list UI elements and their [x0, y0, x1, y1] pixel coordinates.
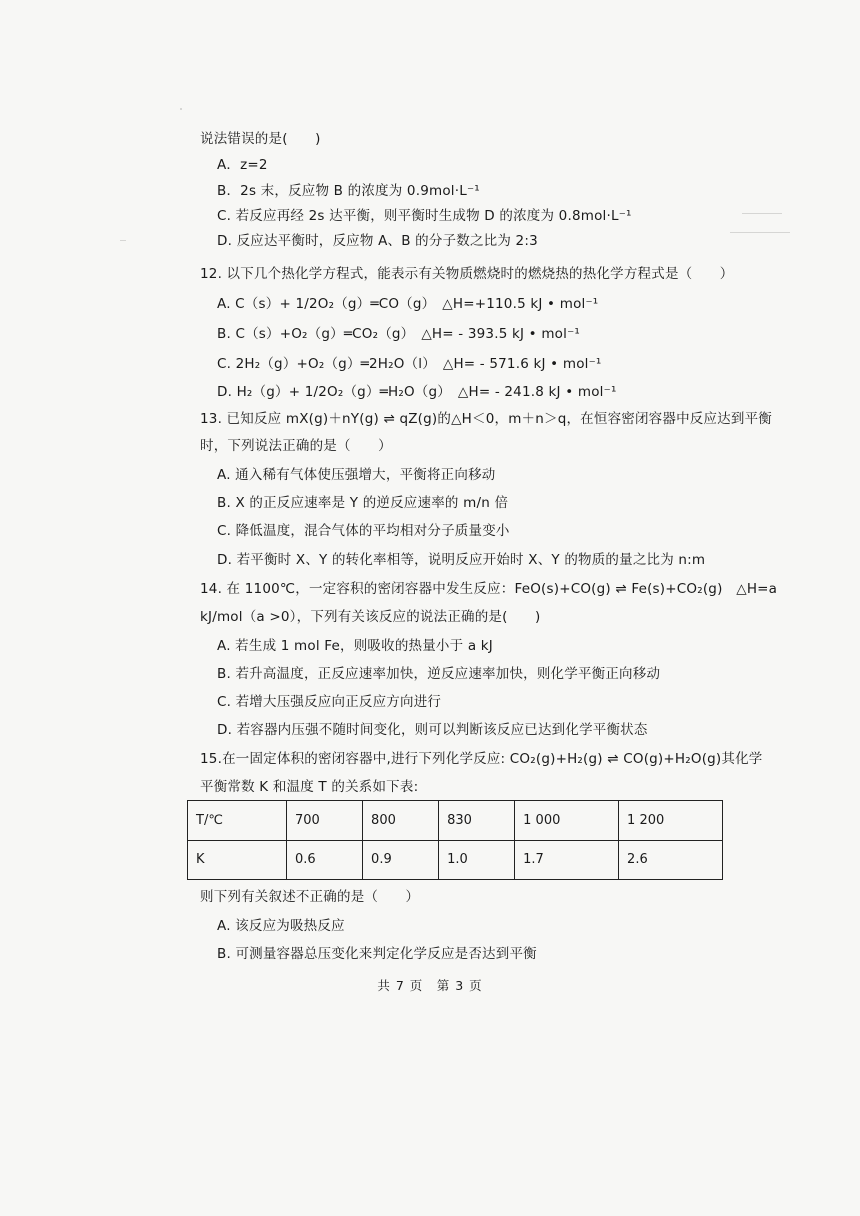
table-cell: 1.0 [439, 840, 515, 880]
scan-speck [120, 240, 126, 241]
table-cell: 1 000 [515, 801, 619, 841]
scan-speck [180, 108, 182, 110]
q12-option-d: D. H₂（g）+ 1/2O₂（g）═H₂O（g） △H= - 241.8 kJ • mol⁻¹ [217, 384, 617, 400]
q14-option-c: C. 若增大压强反应向正反应方向进行 [217, 694, 442, 710]
question-14-stem-line2: kJ/mol（a >0），下列有关该反应的说法正确的是( ) [200, 609, 541, 625]
table-header-k: K [188, 840, 287, 880]
q15-option-a: A. 该反应为吸热反应 [217, 918, 345, 934]
table-cell: 700 [287, 801, 363, 841]
q13-option-a: A. 通入稀有气体使压强增大，平衡将正向移动 [217, 467, 496, 483]
table-cell: 800 [363, 801, 439, 841]
q14-option-d: D. 若容器内压强不随时间变化，则可以判断该反应已达到化学平衡状态 [217, 722, 648, 738]
table-row-k [188, 840, 723, 880]
question-12-stem: 12. 以下几个热化学方程式，能表示有关物质燃烧时的燃烧热的热化学方程式是（ ） [200, 266, 734, 282]
table-row-temperature [188, 801, 723, 841]
scan-speck [730, 232, 790, 233]
question-15-after-table: 则下列有关叙述不正确的是（ ） [200, 889, 420, 905]
question-15-stem-line2: 平衡常数 K 和温度 T 的关系如下表: [200, 779, 419, 795]
question-15-stem-line1: 15.在一固定体积的密闭容器中,进行下列化学反应: CO₂(g)+H₂(g) ⇌ CO(g)+H₂O(g)其化学 [200, 751, 763, 767]
table-cell: 830 [439, 801, 515, 841]
q11-option-a: A．z=2 [217, 157, 268, 173]
q15-option-b: B. 可测量容器总压变化来判定化学反应是否达到平衡 [217, 946, 537, 962]
q13-option-c: C. 降低温度，混合气体的平均相对分子质量变小 [217, 523, 510, 539]
table-cell: 2.6 [619, 840, 723, 880]
equilibrium-constant-table [187, 800, 723, 880]
page-footer: 共 7 页 第 3 页 [377, 978, 483, 993]
table-cell: 1 200 [619, 801, 723, 841]
table-header-temperature: T/℃ [188, 801, 287, 841]
question-14-stem-line1: 14. 在 1100℃，一定容积的密闭容器中发生反应：FeO(s)+CO(g) ⇌ Fe(s)+CO₂(g) △H=a [200, 581, 778, 597]
table-cell: 0.6 [287, 840, 363, 880]
q11-option-c: C. 若反应再经 2s 达平衡，则平衡时生成物 D 的浓度为 0.8mol·L⁻¹ [217, 208, 632, 224]
question-13-stem-line1: 13. 已知反应 mX(g)＋nY(g) ⇌ qZ(g)的△H＜0，m＋n＞q，在恒容密闭容器中反应达到平衡 [200, 411, 772, 427]
table-cell: 0.9 [363, 840, 439, 880]
question-11-intro: 说法错误的是( ) [200, 131, 321, 147]
q12-option-b: B. C（s）+O₂（g）═CO₂（g） △H= - 393.5 kJ • mol⁻¹ [217, 326, 581, 342]
q11-option-d: D. 反应达平衡时，反应物 A、B 的分子数之比为 2:3 [217, 233, 538, 249]
scan-speck [742, 213, 782, 214]
q12-option-a: A. C（s）+ 1/2O₂（g）═CO（g） △H=+110.5 kJ • mol⁻¹ [217, 296, 599, 312]
q13-option-d: D. 若平衡时 X、Y 的转化率相等，说明反应开始时 X、Y 的物质的量之比为 n:m [217, 552, 706, 568]
q11-option-b: B．2s 末，反应物 B 的浓度为 0.9mol·L⁻¹ [217, 183, 480, 199]
table-cell: 1.7 [515, 840, 619, 880]
q12-option-c: C. 2H₂（g）+O₂（g）═2H₂O（l） △H= - 571.6 kJ • mol⁻¹ [217, 356, 602, 372]
q14-option-b: B. 若升高温度，正反应速率加快，逆反应速率加快，则化学平衡正向移动 [217, 666, 661, 682]
question-13-stem-line2: 时，下列说法正确的是（ ） [200, 438, 392, 454]
q13-option-b: B. X 的正反应速率是 Y 的逆反应速率的 m/n 倍 [217, 495, 509, 511]
q14-option-a: A. 若生成 1 mol Fe，则吸收的热量小于 a kJ [217, 638, 493, 654]
